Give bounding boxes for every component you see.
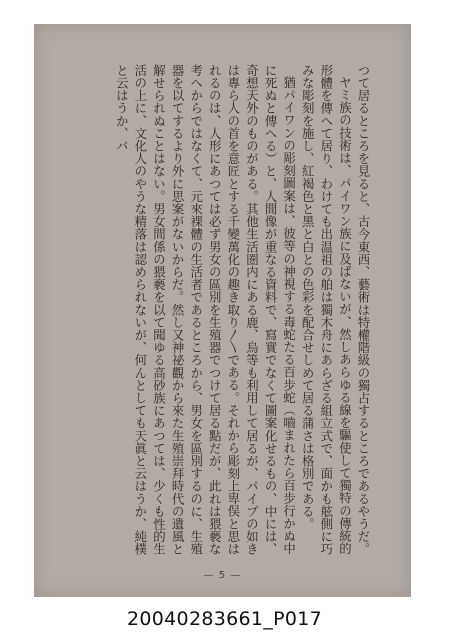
paragraph: 猶パイワンの彫刻圖案は、彼等の神視する毒蛇たる百步蛇（嚙まれたら百步行かぬ中に死ぬと傳へる）と、人間像が重なる資料で、寫實でなくて圖案化せるもの、中には、奇想天外のものがある。其他生活圏内にある鹿、烏等も利用して居るが、パイプの如きは專ら人の首を意匠とする千變萬化の趣き取り〳〵である。それから彫刻上卑俣と思はれるのは、人形にあつては必ず男女の區別を生殖器でつけて居る點だが、此れは猥褻な考へからではなくて、元來裸體の生活者であるところから、男女を區別するのに、生殖器を以てするより外に思案がないからだ。然し又神祕觀から來た生殖崇拜時代の遺風と解せられぬことはない。男女間係の猥褻を以て聞ゆる高砂族にあつては、少くも性的生活の上に、文化人のやうな精落は認められないが、何んとしても天眞と云はうか、純樸と云はうか、バ <box>114 64 297 556</box>
page-number: — 5 — <box>203 570 242 581</box>
paragraph: ヤミ族の技術は、パイワン族に及ばないが、然しあらゆる線を驅使して獨特の傳統的形體を傳へて居り、わけても出温祖の舶は獨木舟にあらざる組立式で、面かも舷側に巧みな彫刻を施し、紅褐色と黑と白との色彩を配合せしめて居る蒲さは格別である。 <box>300 64 353 556</box>
body-text <box>90 64 372 560</box>
paragraph: つて居るところを見ると、古今東西、藝術は特權階級の獨占するところであるやうだ。 <box>356 64 371 556</box>
archive-id-caption: 20040283661_P017 <box>127 608 322 630</box>
document-page <box>34 24 411 597</box>
